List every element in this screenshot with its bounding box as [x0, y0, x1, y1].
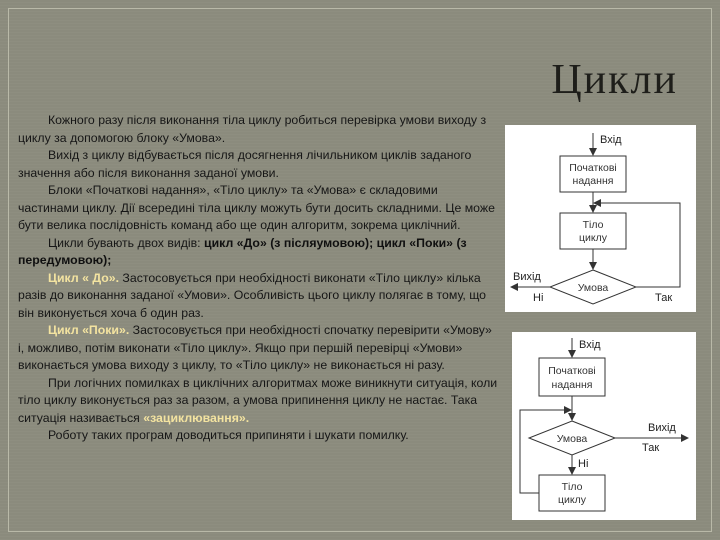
body-label-2-2: циклу: [558, 494, 586, 506]
flowchart-while-svg: [512, 332, 696, 520]
entry-label: Вхід: [600, 134, 622, 146]
body-label-2-1: Тіло: [561, 481, 583, 493]
infinite-loop-text: При логічних помилках в циклічних алгоритмах може виникнути ситуація, коли тіло циклу виконується раз за разом, а умова припинення циклу не настає. Така ситуація називається: [18, 375, 498, 425]
loop-types-bold: цикл «До» (з післяумовою); цикл «Поки» (з передумовою);: [18, 235, 467, 267]
paragraph-4: [18, 235, 500, 270]
loop-while-heading: Цикл «Поки».: [48, 323, 130, 337]
flowchart-while-loop: [512, 332, 696, 520]
paragraph-8: Роботу таких програм доводиться припиняти і шукати помилку.: [48, 428, 409, 442]
loop-do-text: Застосовується при необхідності виконати «Тіло циклу» кілька разів до виконання заданої «Умови». Особливість цього циклу полягає в тому, що він виконується хоча б один раз.: [18, 270, 487, 320]
flowchart-do-svg: [505, 125, 696, 312]
paragraph-7: [18, 375, 500, 428]
yes-label: Так: [655, 292, 673, 304]
init-label-2-2: надання: [551, 379, 593, 391]
slide-body-text: [18, 112, 500, 445]
paragraph-4-text: Цикли бувають двох видів:: [48, 235, 205, 250]
paragraph-2: Вихід з циклу відбувається після досягнення лічильником циклів заданого значення або після виконання заданої умови.: [18, 148, 472, 180]
body-label-2: циклу: [579, 232, 607, 244]
exit-label-2: Вихід: [648, 422, 676, 434]
yes-label-2: Так: [642, 442, 660, 454]
init-label-2-1: Початкові: [548, 365, 596, 377]
entry-label-2: Вхід: [579, 339, 601, 351]
slide-title: Цикли: [551, 57, 678, 103]
paragraph-1: Кожного разу після виконання тіла циклу робиться перевірка умови виходу з циклу за допомогою блоку «Умова».: [18, 113, 487, 145]
exit-label: Вихід: [513, 271, 541, 283]
paragraph-6: [18, 322, 500, 375]
paragraph-5: [18, 270, 500, 323]
loop-while-text: Застосовується при необхідності спочатку перевірити «Умову» і, можливо, потім виконати «Тіло циклу». Якщо при першій перевірці «Умови» виконається умова виходу з циклу, то «Тіло циклу» не виконається ні разу.: [18, 323, 492, 372]
init-label-2: надання: [572, 175, 614, 187]
no-label-2: Ні: [578, 458, 589, 470]
no-label: Ні: [533, 292, 544, 304]
body-label-1: Тіло: [582, 219, 604, 231]
paragraph-3: Блоки «Початкові надання», «Тіло циклу» та «Умова» є складовими частинами циклу. Дії всередині тіла циклу можуть бути досить складними. Це може бути велика послідовність команд або ще один алгоритм, зокрема циклічний.: [18, 183, 495, 232]
flowchart-do-loop: [505, 125, 696, 312]
loop-do-heading: Цикл « До».: [48, 270, 120, 285]
condition-label: Умова: [577, 282, 609, 294]
infinite-loop-term: «зациклювання».: [143, 410, 250, 425]
condition-label-2: Умова: [556, 433, 588, 445]
init-label-1: Початкові: [569, 162, 617, 174]
